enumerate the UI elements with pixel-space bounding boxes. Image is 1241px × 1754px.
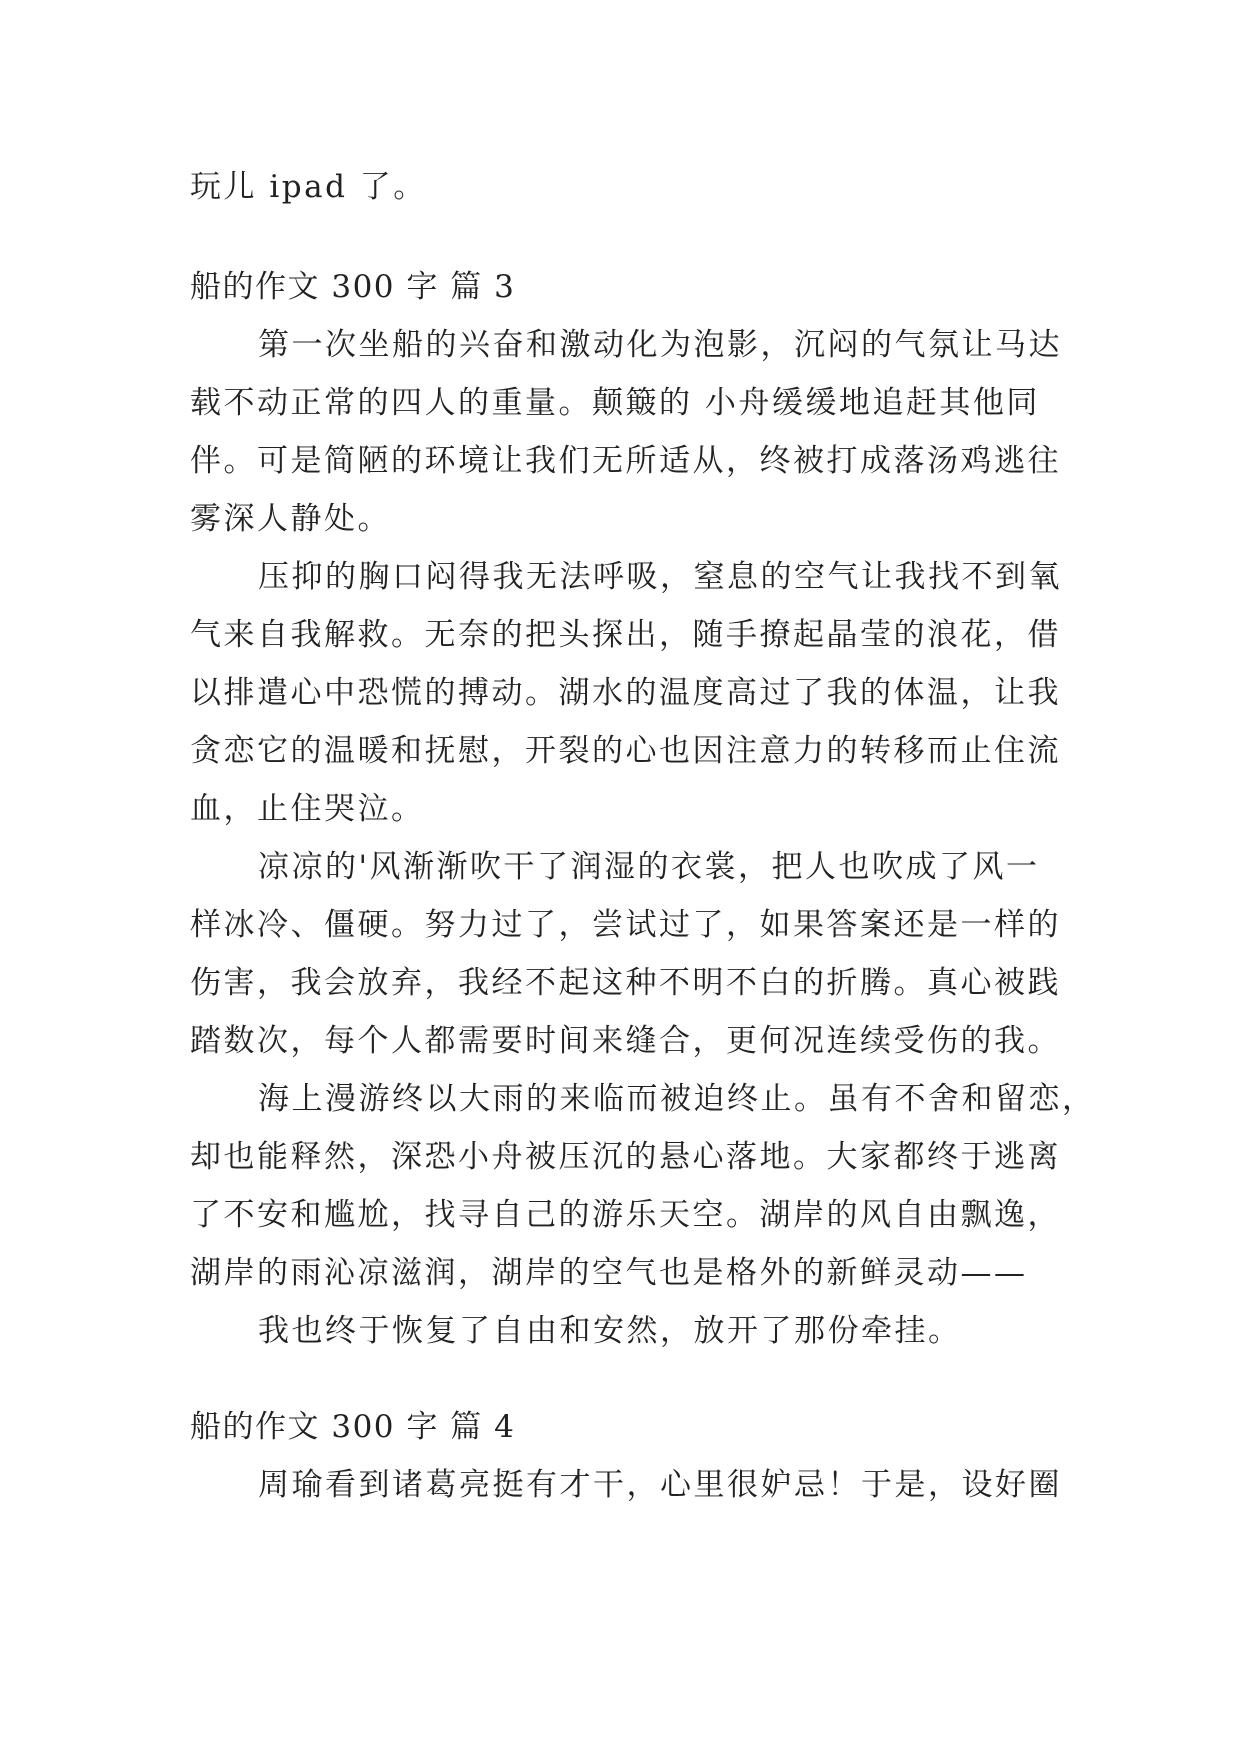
text-line: 伴。可是简陋的环境让我们无所适从，终被打成落汤鸡逃往 [190, 443, 1061, 479]
text-line: 气来自我解救。无奈的把头探出，随手撩起晶莹的浪花，借 [190, 617, 1061, 653]
text-line: 第一次坐船的兴奋和激动化为泡影，沉闷的气氛让马达 [258, 327, 1062, 363]
section-spacer [190, 1360, 1070, 1398]
section-3-paragraph-4 [190, 1070, 1096, 1302]
intro-fragment: 玩儿 ipad 了。 [190, 169, 427, 205]
text-line: 了不安和尴尬，找寻自己的游乐天空。湖岸的风自由飘逸， [190, 1197, 1061, 1233]
text-line: 凉凉的'风渐渐吹干了润湿的衣裳，把人也吹成了风一 [258, 849, 1040, 885]
text-line: 伤害，我会放弃，我经不起这种不明不白的折腾。真心被践 [190, 965, 1061, 1001]
section-3-heading: 船的作文 300 字 篇 3 [190, 269, 516, 305]
text-line: 雾深人静处。 [190, 501, 391, 537]
text-line: 却也能释然，深恐小舟被压沉的悬心落地。大家都终于逃离 [190, 1139, 1061, 1175]
section-3-paragraph-3 [190, 838, 1070, 1070]
text-line: 血，止住哭泣。 [190, 791, 425, 827]
text-line: 周瑜看到诸葛亮挺有才干，心里很妒忌！于是，设好圈 [258, 1467, 1062, 1503]
section-3-paragraph-5 [190, 1302, 1070, 1360]
section-4-paragraph-1 [190, 1456, 1070, 1514]
document-body [190, 158, 1096, 1514]
section-4-heading: 船的作文 300 字 篇 4 [190, 1409, 516, 1445]
text-line: 压抑的胸口闷得我无法呼吸，窒息的空气让我找不到氧 [258, 559, 1062, 595]
section-3-paragraph-1 [190, 316, 1070, 548]
text-line: 我也终于恢复了自由和安然，放开了那份牵挂。 [258, 1313, 962, 1349]
text-line: 湖岸的雨沁凉滋润，湖岸的空气也是格外的新鲜灵动—— [190, 1255, 1028, 1291]
text-line: 海上漫游终以大雨的来临而被迫终止。虽有不舍和留恋， [258, 1081, 1096, 1117]
text-line: 载不动正常的四人的重量。颠簸的 小舟缓缓地追赶其他同 [190, 385, 1040, 421]
text-line: 以排遣心中恐慌的搏动。湖水的温度高过了我的体温，让我 [190, 675, 1061, 711]
text-line: 踏数次，每个人都需要时间来缝合，更何况连续受伤的我。 [190, 1023, 1061, 1059]
section-spacer [190, 216, 1070, 258]
section-3-paragraph-2 [190, 548, 1070, 838]
text-line: 样冰冷、僵硬。努力过了，尝试过了，如果答案还是一样的 [190, 907, 1061, 943]
text-line: 贪恋它的温暖和抚慰，开裂的心也因注意力的转移而止住流 [190, 733, 1061, 769]
